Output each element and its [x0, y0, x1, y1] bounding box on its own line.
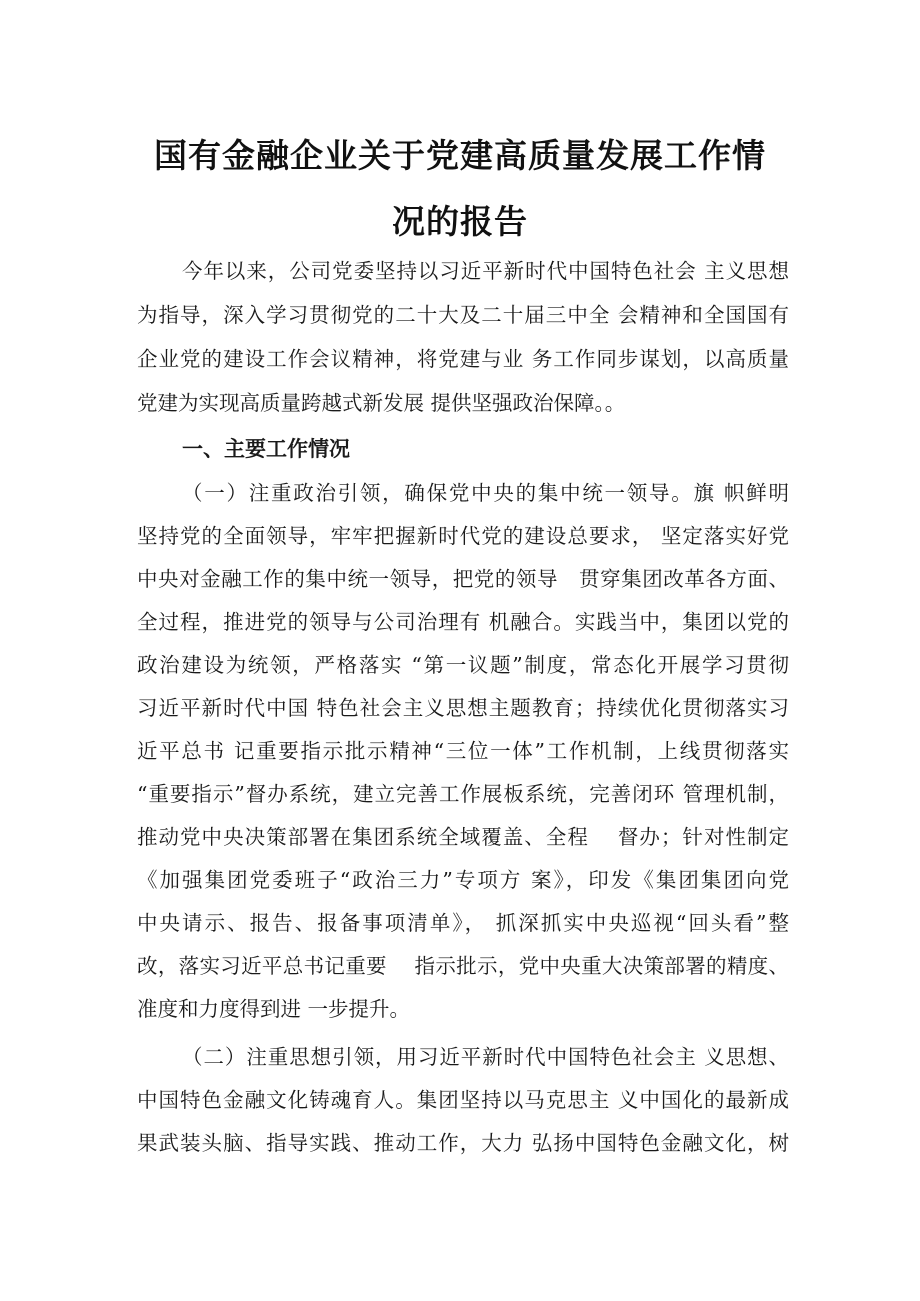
paragraph-2-line: 果武装头脑、指导实践、推动工作，大力 弘扬中国特色金融文化，树 — [137, 1131, 789, 1155]
intro-line: 企业党的建设工作会议精神，将党建与业 务工作同步谋划，以高质量 — [137, 347, 789, 371]
paragraph-1-line: 准度和力度得到进 一步提升。 — [137, 997, 411, 1021]
intro-line: 今年以来，公司党委坚持以习近平新时代中国特色社会 主义思想 — [182, 259, 789, 283]
paragraph-1-line: 坚持党的全面领导，牢牢把握新时代党的建设总要求， 坚定落实好党 — [137, 524, 789, 548]
paragraph-1-line: “重要指示”督办系统，建立完善工作展板系统，完善闭环 管理机制， — [137, 782, 789, 806]
paragraph-2-line: 中国特色金融文化铸魂育人。集团坚持以马克思主 义中国化的最新成 — [137, 1088, 789, 1112]
paragraph-1-line: 改，落实习近平总书记重要 指示批示，党中央重大决策部署的精度、 — [137, 954, 789, 978]
document-title-line-2: 况的报告 — [392, 202, 528, 241]
paragraph-1-line: 《加强集团党委班子“政治三力”专项方 案》，印发《集团集团向党 — [137, 868, 789, 892]
paragraph-1-line: 近平总书 记重要指示批示精神“三位一体”工作机制，上线贯彻落实 — [137, 739, 789, 763]
paragraph-1-line: 中央请示、报告、报备事项清单》， 抓深抓实中央巡视“回头看”整 — [137, 911, 789, 935]
paragraph-1-line: 中央对金融工作的集中统一领导，把党的领导 贯穿集团改革各方面、 — [137, 567, 789, 591]
intro-line: 为指导，深入学习贯彻党的二十大及二十届三中全 会精神和全国国有 — [137, 303, 789, 327]
section-heading: 一、主要工作情况 — [182, 437, 350, 461]
paragraph-1-line: （一）注重政治引领，确保党中央的集中统一领导。旗 帜鲜明 — [182, 481, 789, 505]
intro-line: 党建为实现高质量跨越式新发展 提供坚强政治保障。。 — [137, 391, 626, 415]
paragraph-1-line: 推动党中央决策部署在集团系统全域覆盖、全程 督办；针对性制定 — [137, 825, 789, 849]
paragraph-1-line: 全过程，推进党的领导与公司治理有 机融合。实践当中，集团以党的 — [137, 610, 789, 634]
paragraph-2-line: （二）注重思想引领，用习近平新时代中国特色社会主 义思想、 — [182, 1045, 789, 1069]
document-title-line-1: 国有金融企业关于党建高质量发展工作情 — [154, 136, 766, 175]
paragraph-1-line: 习近平新时代中国 特色社会主义思想主题教育；持续优化贯彻落实习 — [137, 696, 789, 720]
paragraph-1-line: 政治建设为统领，严格落实 “第一议题”制度，常态化开展学习贯彻 — [137, 653, 789, 677]
